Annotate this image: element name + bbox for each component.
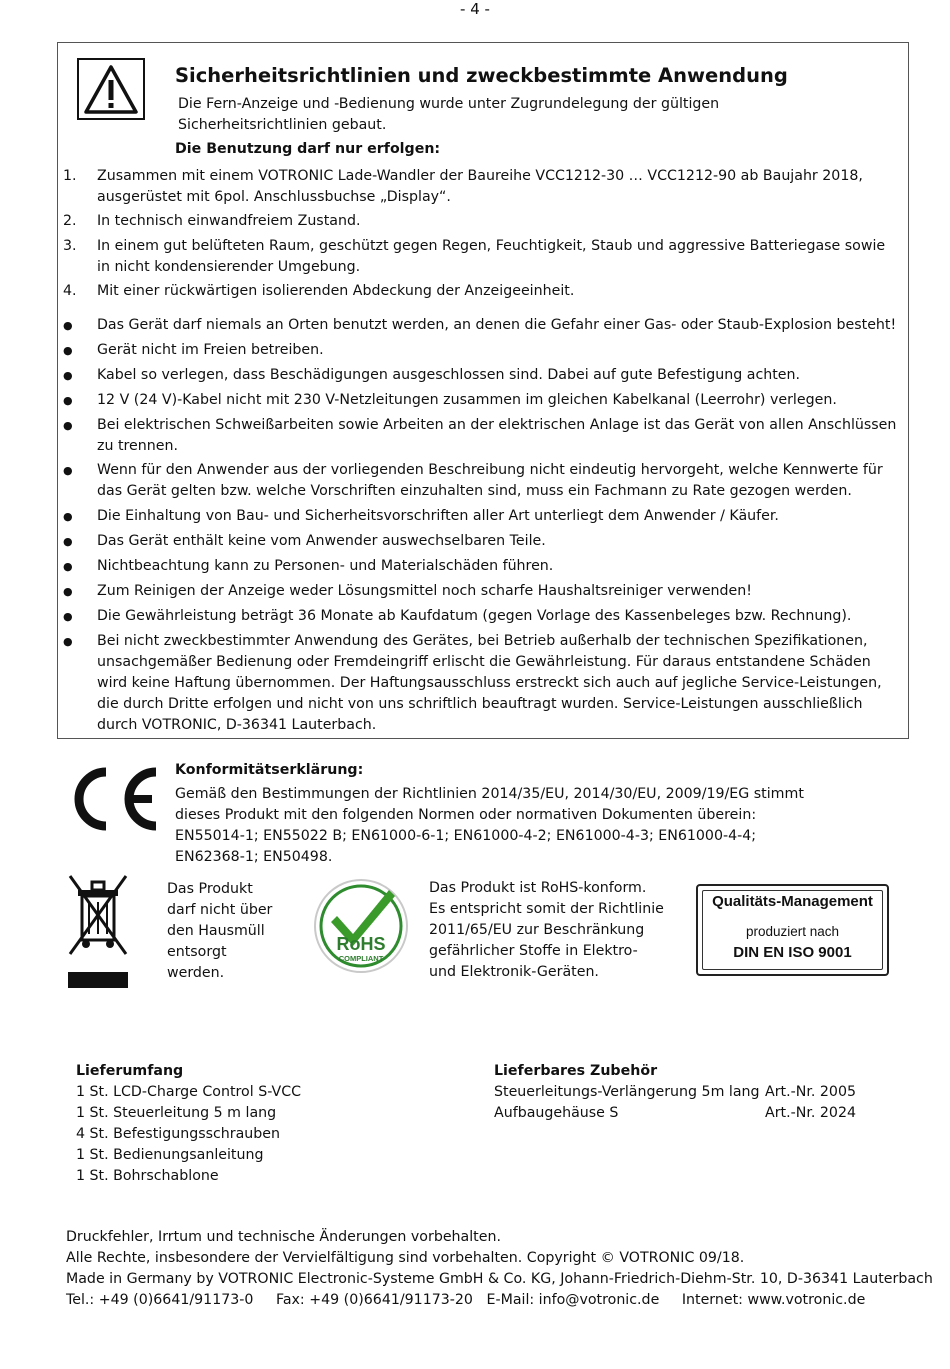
- accessories-heading: Lieferbares Zubehör: [494, 1063, 658, 1079]
- conformity-heading: Konformitätserklärung:: [175, 762, 364, 778]
- svg-text:RoHS: RoHS: [336, 934, 386, 954]
- rohs-text: Das Produkt ist RoHS-konform. Es entspricht somit der Richtlinie 2011/65/EU zur Beschränkung gefährlicher Stoffe in Elektro- und Elektronik-Geräten.: [429, 880, 664, 980]
- list-item: 1 St. Bedienungsanleitung: [76, 1147, 264, 1163]
- list-item: Aufbaugehäuse S Art.-Nr. 2024: [494, 1105, 856, 1121]
- list-item: Steuerleitungs-Verlängerung 5m lang Art.-Nr. 2005: [494, 1084, 856, 1100]
- list-item: 1 St. Steuerleitung 5 m lang: [76, 1105, 277, 1121]
- list-item: 1 St. LCD-Charge Control S-VCC: [76, 1084, 302, 1100]
- safety-intro: Die Fern-Anzeige und -Bedienung wurde unter Zugrundelegung der gültigen Sicherheitsrichtlinien gebaut.: [178, 96, 720, 133]
- disposal-text: Das Produkt darf nicht über den Hausmüll entsorgt werden.: [167, 881, 273, 981]
- conformity-text: Gemäß den Bestimmungen der Richtlinien 2014/35/EU, 2014/30/EU, 2009/19/EG stimmt dieses Produkt mit den folgenden Normen oder normativen Dokumenten überein: EN55014-1; EN55022 B; EN61000-6-1; EN61000-4-2; EN61000-4-3; EN61000-4-4; EN62368-1; EN50498.: [175, 786, 804, 865]
- svg-text:COMPLIANT: COMPLIANT: [338, 954, 384, 963]
- rohs-compliant-logo: [313, 878, 409, 974]
- quality-management-badge: Qualitäts-Management produziert nach DIN EN ISO 9001: [696, 884, 889, 976]
- crossed-out-bin-icon: [68, 874, 128, 990]
- ce-mark-icon: [66, 766, 162, 832]
- list-item: 1 St. Bohrschablone: [76, 1168, 219, 1184]
- usage-heading: Die Benutzung darf nur erfolgen:: [175, 141, 441, 157]
- page-number: - 4 -: [460, 0, 490, 18]
- warning-triangle-icon: [77, 58, 145, 120]
- scope-of-delivery: [76, 1061, 301, 1187]
- accessories: [494, 1061, 894, 1124]
- list-item: 4 St. Befestigungsschrauben: [76, 1126, 281, 1142]
- scope-heading: Lieferumfang: [76, 1063, 184, 1079]
- footer: Druckfehler, Irrtum und technische Änderungen vorbehalten. Alle Rechte, insbesondere der Vervielfältigung sind vorbehalten. Copyright © VOTRONIC 09/18. Made in Germany by VOTRONIC Electronic-Systeme GmbH & Co. KG, Johann-Friedrich-Diehm-Str. 10, D-36341 Lauterbach Tel.: +49 (0)6641/91173-0 Fax: +49 (0)6641/91173-20 E-Mail: info@votronic.de Internet: www.votronic.de: [66, 1229, 933, 1308]
- safety-title: Sicherheitsrichtlinien und zweckbestimmte Anwendung: [175, 64, 788, 87]
